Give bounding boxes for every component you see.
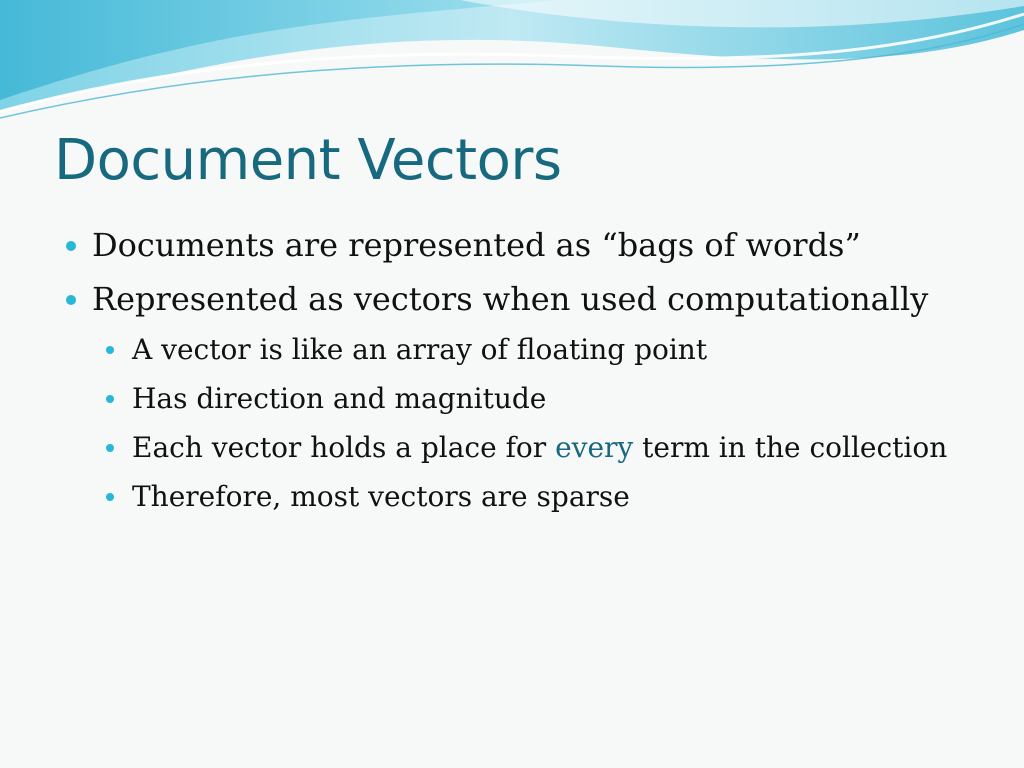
sub-bullet-text: Therefore, most vectors are sparse [132, 480, 630, 513]
bullet-text: Documents are represented as “bags of words” [92, 226, 861, 264]
sub-bullet-text: A vector is like an array of floating point [132, 333, 708, 366]
bullet-dot-icon [106, 444, 114, 452]
sub-bullet-text: Has direction and magnitude [132, 382, 547, 415]
bullet-dot-icon [66, 295, 76, 305]
bullet-dot-icon [66, 241, 76, 251]
bullet-dot-icon [106, 395, 114, 403]
highlighted-word: every [555, 431, 634, 464]
bullet-text: Represented as vectors when used computationally [92, 280, 929, 318]
bullet-dot-icon [106, 346, 114, 354]
bullet-dot-icon [106, 493, 114, 501]
sub-bullet-text [132, 431, 947, 464]
sub-bullet-text-before: Each vector holds a place for [132, 431, 556, 464]
slide-title: Document Vectors [54, 128, 562, 193]
sub-bullet-text-after: term in the collection [633, 431, 948, 464]
